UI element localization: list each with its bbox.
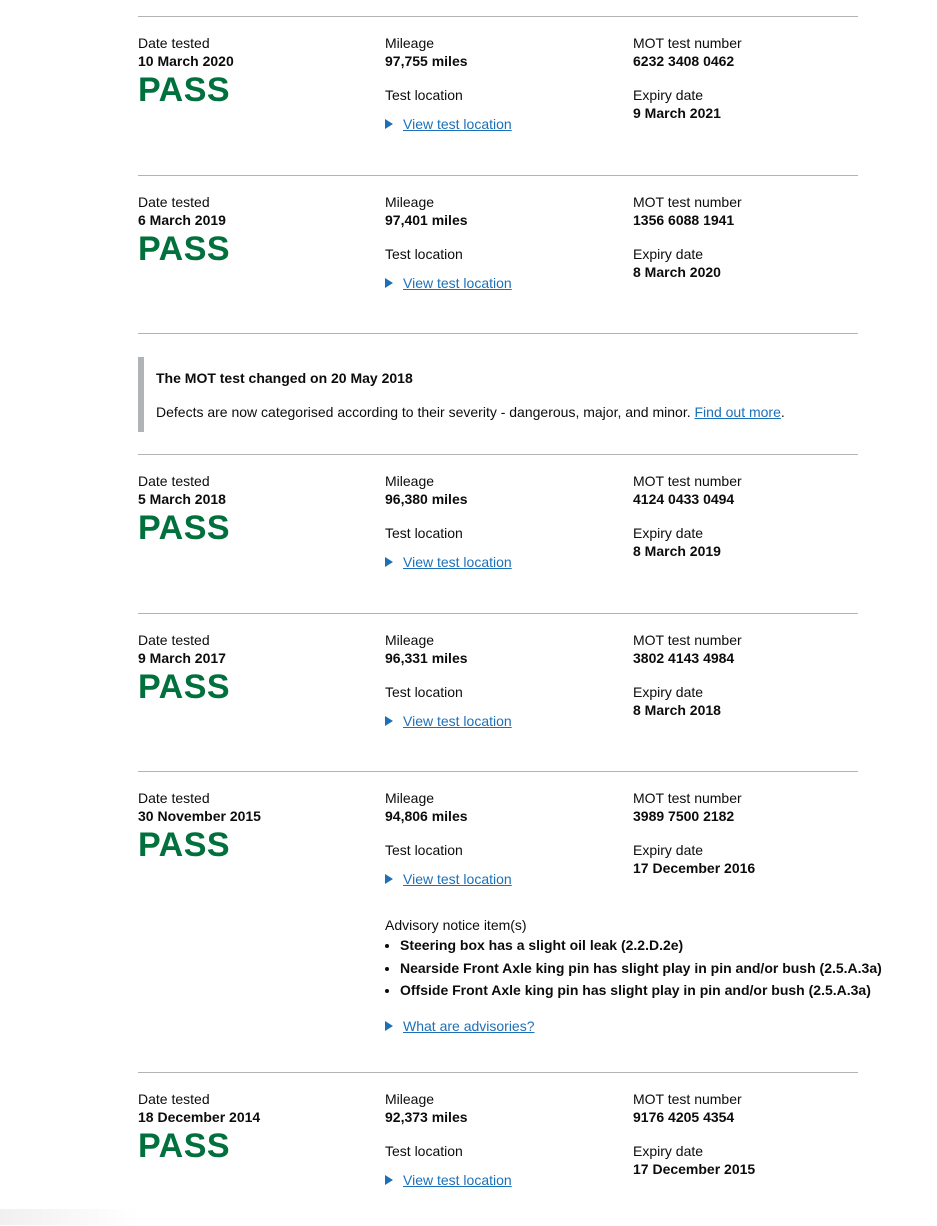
view-test-location-link[interactable]: View test location — [403, 713, 512, 729]
result-pass: PASS — [138, 71, 231, 109]
advisory-item: • Steering box has a slight oil leak (2.2.D.2e) — [400, 934, 865, 957]
mot-change-notice — [138, 357, 858, 432]
mot-test-number-label: MOT test number — [633, 1091, 742, 1107]
result-pass: PASS — [138, 509, 231, 547]
date-tested-label: Date tested — [138, 194, 210, 210]
date-tested-value: 9 March 2017 — [138, 650, 226, 666]
test-location-label: Test location — [385, 246, 463, 262]
view-test-location-toggle[interactable] — [385, 115, 625, 133]
mot-test-number-value: 9176 4205 4354 — [633, 1109, 735, 1125]
date-tested-value: 30 November 2015 — [138, 808, 261, 824]
view-test-location-toggle[interactable] — [385, 870, 625, 888]
result-pass: PASS — [138, 668, 231, 706]
result-pass: PASS — [138, 826, 231, 864]
mileage-label: Mileage — [385, 632, 435, 648]
what-are-advisories-toggle[interactable] — [385, 1017, 865, 1035]
notice-body — [156, 403, 785, 421]
mileage-label: Mileage — [385, 473, 435, 489]
view-test-location-link[interactable]: View test location — [403, 275, 512, 291]
mileage-value: 96,331 miles — [385, 650, 468, 666]
expiry-date-label: Expiry date — [633, 684, 704, 700]
expiry-date-value: 8 March 2018 — [633, 702, 721, 718]
advisory-item: • Nearside Front Axle king pin has slight play in pin and/or bush (2.5.A.3a) — [400, 957, 865, 980]
date-tested-label: Date tested — [138, 632, 210, 648]
triangle-right-icon — [385, 1175, 393, 1185]
expiry-date-label: Expiry date — [633, 87, 704, 103]
mot-test-number-value: 3802 4143 4984 — [633, 650, 735, 666]
result-pass: PASS — [138, 1127, 231, 1165]
advisory-item: • Offside Front Axle king pin has slight play in pin and/or bush (2.5.A.3a) — [400, 979, 865, 1002]
expiry-date-label: Expiry date — [633, 1143, 704, 1159]
mileage-label: Mileage — [385, 194, 435, 210]
mileage-value: 97,755 miles — [385, 53, 468, 69]
view-test-location-toggle[interactable] — [385, 1171, 625, 1189]
date-tested-value: 10 March 2020 — [138, 53, 234, 69]
date-tested-value: 6 March 2019 — [138, 212, 226, 228]
view-test-location-toggle[interactable] — [385, 553, 625, 571]
result-pass: PASS — [138, 230, 231, 268]
expiry-date-value: 9 March 2021 — [633, 105, 721, 121]
what-are-advisories-link[interactable]: What are advisories? — [403, 1017, 535, 1034]
mot-test-number-label: MOT test number — [633, 194, 742, 210]
test-location-label: Test location — [385, 684, 463, 700]
advisory-list — [385, 934, 882, 1002]
advisory-label: Advisory notice item(s) — [385, 917, 527, 933]
mot-test-number-value: 6232 3408 0462 — [633, 53, 735, 69]
expiry-date-value: 8 March 2020 — [633, 264, 721, 280]
view-test-location-toggle[interactable] — [385, 712, 625, 730]
mileage-label: Mileage — [385, 1091, 435, 1107]
mileage-value: 96,380 miles — [385, 491, 468, 507]
triangle-right-icon — [385, 278, 393, 288]
triangle-right-icon — [385, 874, 393, 884]
find-out-more-link[interactable]: Find out more — [694, 404, 781, 420]
notice-border — [138, 357, 144, 432]
expiry-date-label: Expiry date — [633, 525, 704, 541]
view-test-location-link[interactable]: View test location — [403, 871, 512, 887]
mileage-value: 97,401 miles — [385, 212, 468, 228]
mot-test-number-label: MOT test number — [633, 632, 742, 648]
expiry-date-value: 17 December 2016 — [633, 860, 756, 876]
mileage-label: Mileage — [385, 790, 435, 806]
triangle-right-icon — [385, 1021, 393, 1031]
advisory-section — [385, 916, 882, 1035]
mot-record — [138, 175, 858, 334]
mot-test-number-label: MOT test number — [633, 790, 742, 806]
date-tested-label: Date tested — [138, 35, 210, 51]
mileage-value: 92,373 miles — [385, 1109, 468, 1125]
mot-test-number-label: MOT test number — [633, 35, 742, 51]
view-test-location-toggle[interactable] — [385, 274, 625, 292]
corner-shadow — [0, 1209, 140, 1225]
mot-test-number-label: MOT test number — [633, 473, 742, 489]
test-location-label: Test location — [385, 87, 463, 103]
mot-record — [138, 771, 882, 1072]
mileage-value: 94,806 miles — [385, 808, 468, 824]
mot-record — [138, 613, 858, 772]
triangle-right-icon — [385, 716, 393, 726]
test-location-label: Test location — [385, 842, 463, 858]
expiry-date-value: 8 March 2019 — [633, 543, 721, 559]
mot-record — [138, 454, 858, 613]
notice-text: Defects are now categorised according to their severity - dangerous, major, and minor. — [156, 404, 691, 420]
test-location-label: Test location — [385, 525, 463, 541]
view-test-location-link[interactable]: View test location — [403, 1172, 512, 1188]
mot-test-number-value: 4124 0433 0494 — [633, 491, 735, 507]
date-tested-value: 5 March 2018 — [138, 491, 226, 507]
test-location-label: Test location — [385, 1143, 463, 1159]
date-tested-label: Date tested — [138, 1091, 210, 1107]
divider — [138, 333, 858, 334]
date-tested-label: Date tested — [138, 473, 210, 489]
expiry-date-label: Expiry date — [633, 246, 704, 262]
mot-test-number-value: 3989 7500 2182 — [633, 808, 735, 824]
triangle-right-icon — [385, 119, 393, 129]
expiry-date-value: 17 December 2015 — [633, 1161, 756, 1177]
view-test-location-link[interactable]: View test location — [403, 116, 512, 132]
triangle-right-icon — [385, 557, 393, 567]
mileage-label: Mileage — [385, 35, 435, 51]
mot-record — [138, 1072, 858, 1226]
mot-record — [138, 16, 858, 175]
mot-test-number-value: 1356 6088 1941 — [633, 212, 735, 228]
view-test-location-link[interactable]: View test location — [403, 554, 512, 570]
notice-title: The MOT test changed on 20 May 2018 — [156, 370, 413, 386]
notice-end: . — [780, 404, 785, 420]
date-tested-value: 18 December 2014 — [138, 1109, 261, 1125]
expiry-date-label: Expiry date — [633, 842, 704, 858]
date-tested-label: Date tested — [138, 790, 210, 806]
